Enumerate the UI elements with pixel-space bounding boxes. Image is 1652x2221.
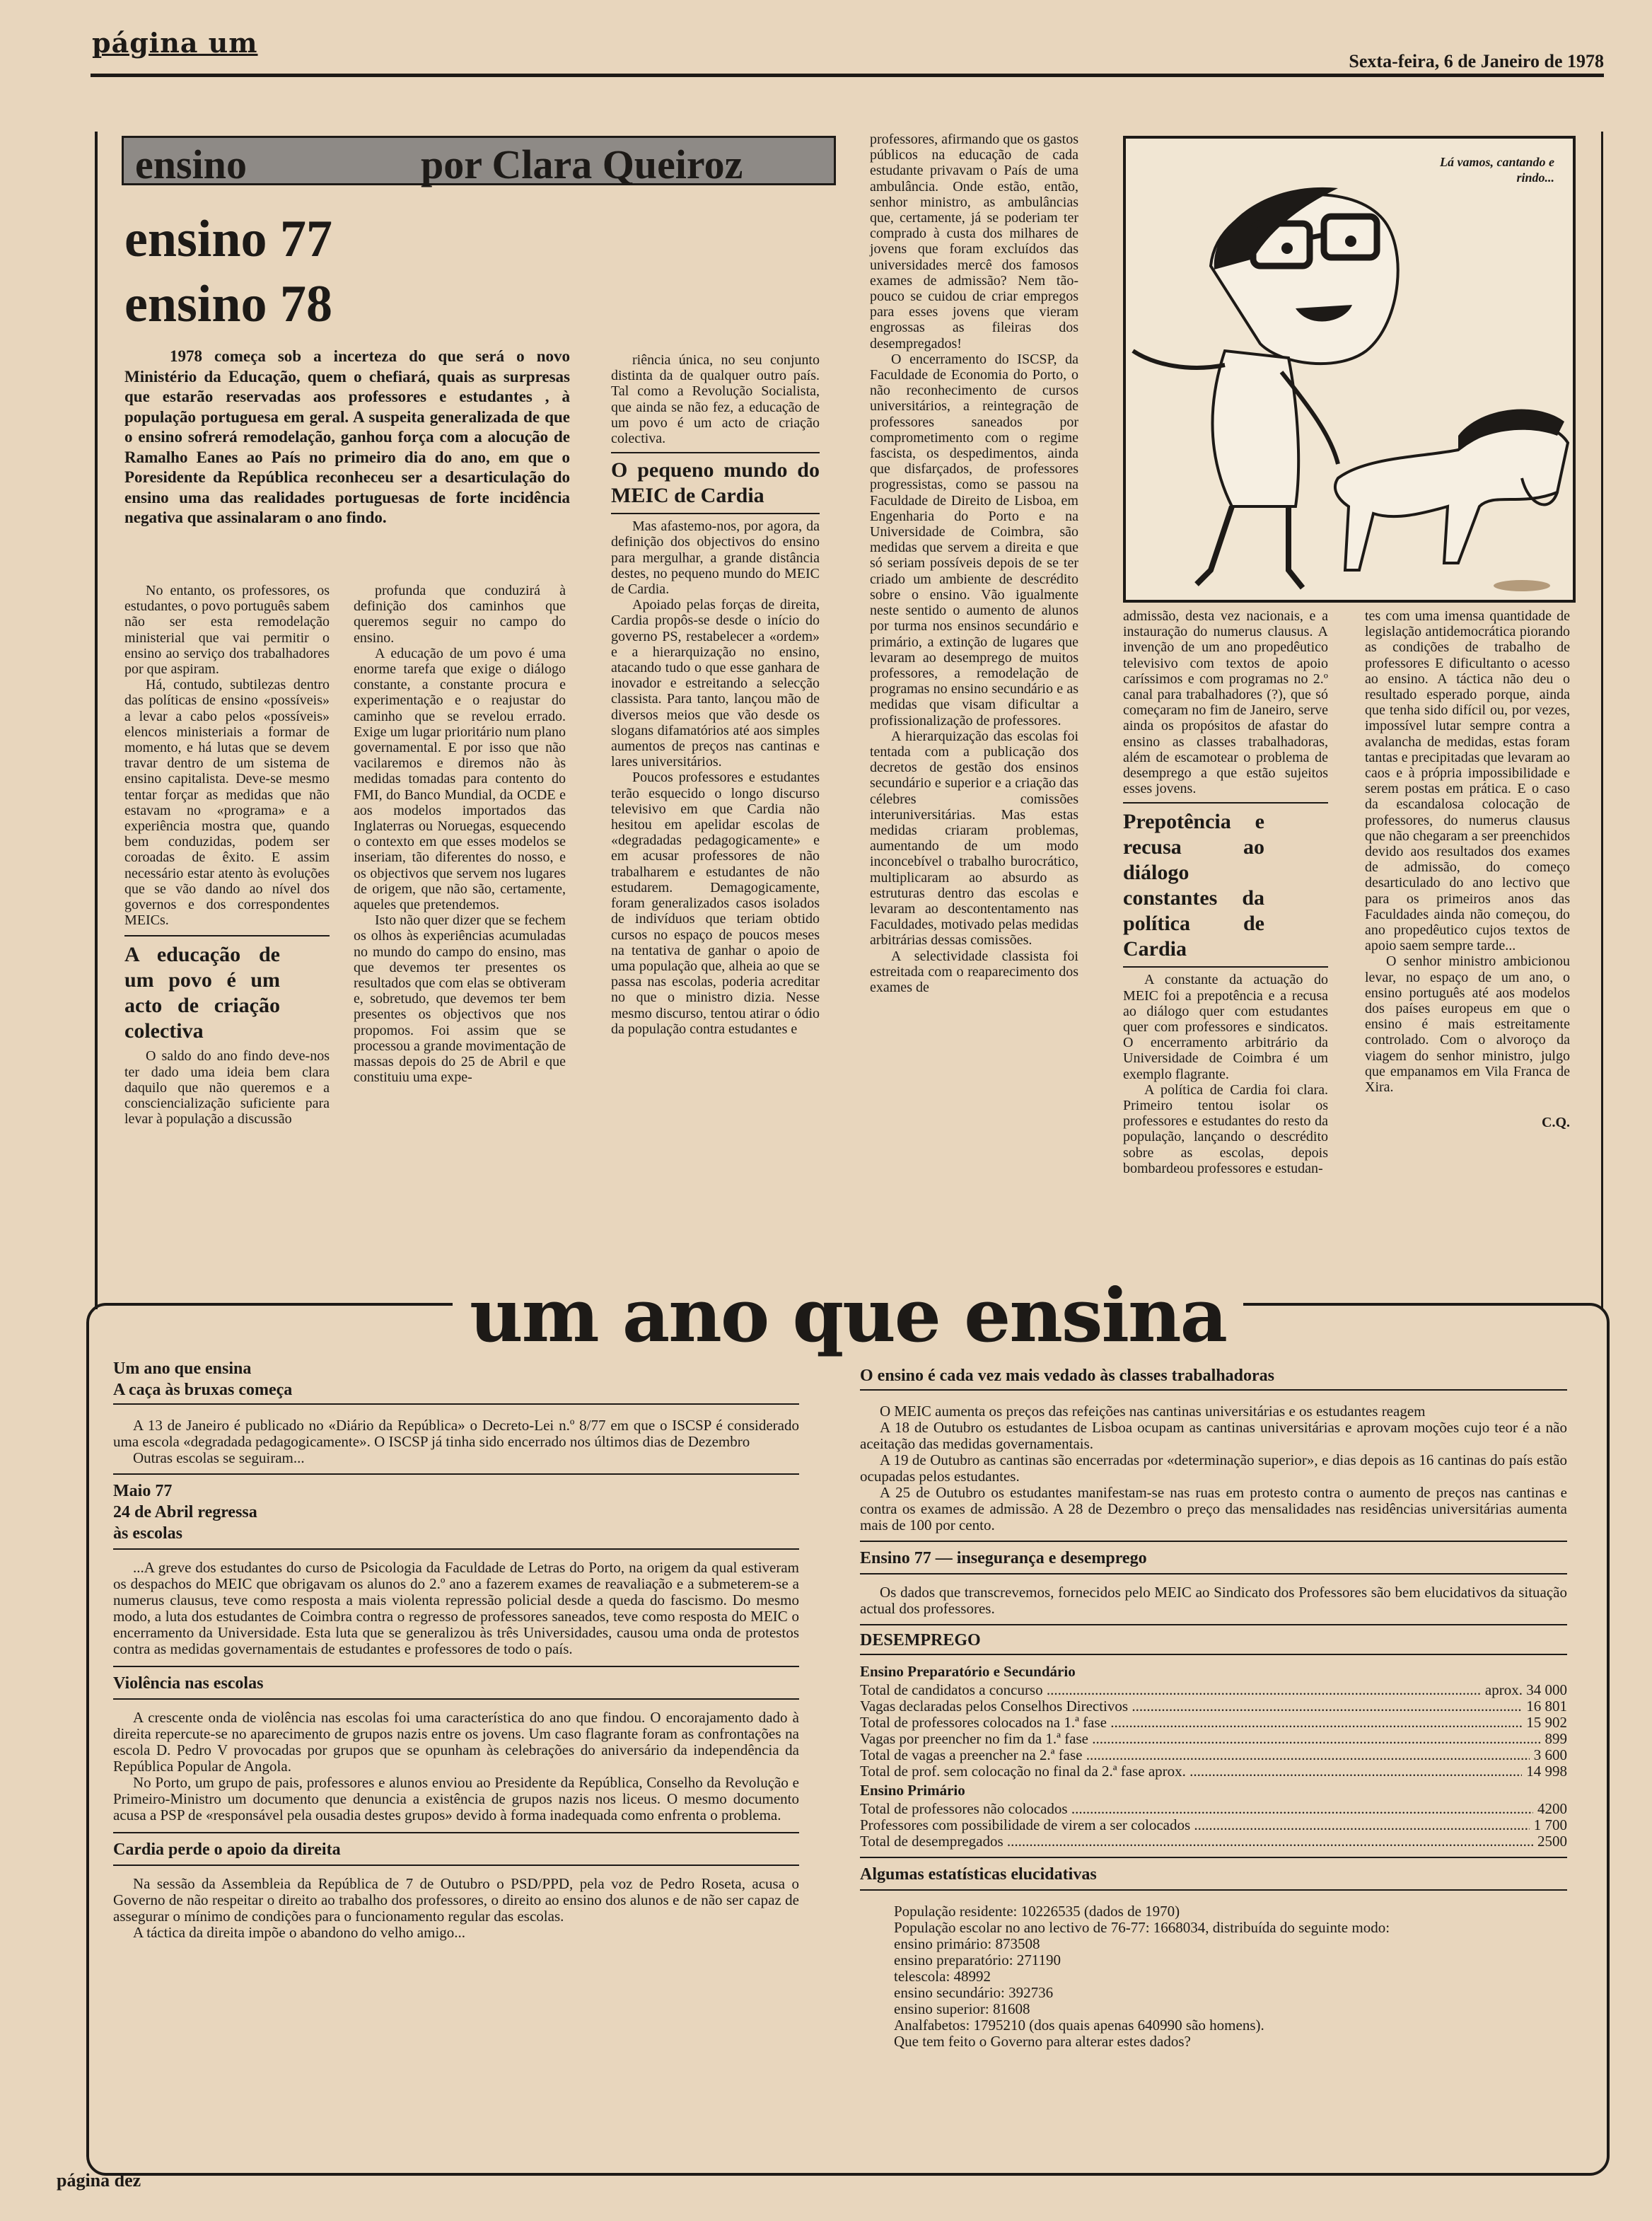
divider [611,452,820,453]
paragraph: A hierarquização das escolas foi tentada com a publicação dos decretos de gestão dos ensinos secundário e superior e a criação das célebres comissões interuniversitárias. Mas estas medidas criaram problemas, aumentando de um modo inconcebível o trabalho burocrático, multiplicaram ao absurdo as estruturas dentro das escolas e levaram ao descontentamento nas Faculdades, motivado pelas medidas arbitrárias dessas comissões. [870,728,1078,949]
paragraph: A crescente onda de violência nas escolas foi uma característica do ano que findou. O encorajamento dado à direita repercute-se no aparecimento de grupos nazis entre os jovens. Um caso flagrante foram as confrontações na escola D. Pedro V provocadas por grupos que se opunham às celebrações do aniversário da independência da República Popular de Angola. [113,1709,799,1775]
row-value: 3 600 [1533,1746,1567,1763]
section-heading: Ensino 77 — insegurança e desemprego [860,1549,1147,1567]
divider [860,1624,1567,1625]
headline [124,207,332,337]
masthead: página um [92,27,258,59]
paragraph: ...A greve dos estudantes do curso de Psicologia da Faculdade de Letras do Porto, na origem da qual estiveram os despachos do MEIC que obrigavam os alunos do 2.º ano a fazerem exames de reavaliação e a submeterem-se a numerus clausus, teve como resposta a mais violenta repressão policial desde a queda do fascismo. Do mesmo modo, a luta dos estudantes de Coimbra contra o regresso de professores saneados, teve como resposta do MEIC o encerramento da Universidade. Esta luta que se generalizou às três Universidades, causou uma onda de protestos contra as medidas governamentais de estudantes e professores de todo o país. [113,1559,799,1657]
paragraph: O MEIC aumenta os preços das refeições nas cantinas universitárias e os estudantes reagem [880,1403,1426,1420]
statistic-line: ensino primário: 873508 [894,1935,1040,1952]
statistic-line: ensino superior: 81608 [894,2000,1030,2017]
paragraph: Isto não quer dizer que se fechem os olhos às experiências acumuladas no mundo do campo do ensino, mas que devemos ter presentes os resultados que com elas se obtiveram e, sobretudo, que devemos ter bem presentes os objectivos que nos propomos. Foi assim que se processou a grande movimentação de massas depois do 25 de Abril e que constituiu uma expe- [354,912,566,1086]
text-block [113,1710,799,1823]
unemployment-table-secondary [860,1682,1567,1780]
paragraph: professores, afirmando que os gastos públicos na educação de cada estudante privavam o País de uma ambulância. Onde estão, então, senhor ministro, as ambulâncias que, certamente, já se poderiam ter comprado à custa dos milhares de jovens que foram excluídos das universidades mercê dos famosos exames de admissão? Nem tão-pouco se cuidou de criar empregos para esses jovens que vieram engrossas as fileiras dos desempregados! [870,132,1078,352]
article-column-6 [1365,608,1570,1131]
table-row [860,1833,1567,1850]
article-column-1 [124,583,330,1127]
row-value: aprox. 34 000 [1484,1681,1567,1698]
divider [113,1403,799,1405]
issue-date: Sexta-feira, 6 de Janeiro de 1978 [1349,51,1604,71]
divider [860,1857,1567,1858]
statistic-line: ensino secundário: 392736 [894,1984,1054,2001]
statistic-line: Que tem feito o Governo para alterar estes dados? [894,2033,1191,2050]
table-row [860,1763,1567,1780]
table-row [860,1801,1567,1817]
table-row [860,1698,1567,1715]
divider [860,1389,1567,1391]
subheading: Prepotência e recusa ao diálogo constantes da política de Cardia [1123,810,1264,961]
text-block [113,1417,799,1466]
paragraph: Outras escolas se seguiram... [133,1449,305,1466]
divider [611,513,820,514]
paragraph: admissão, desta vez nacionais, e a instauração do numerus clausus. A invenção de um ano propedêutico televisivo com textos de apoio caríssimos e com programas no 2.º canal para trabalhadores (?), que só começaram no fim de Janeiro, serve ainda os propósitos de afastar do ensino as classes trabalhadoras, além de escamotear o problema de desemprego a que estão sujeitos esses jovens. [1123,608,1328,797]
divider [860,1541,1567,1542]
frame-left-rule [95,132,98,1309]
row-value: 15 902 [1526,1714,1567,1731]
section-label: ensino [135,141,247,187]
article-column-5 [1123,608,1328,1176]
paragraph: O saldo do ano findo deve-nos ter dado uma ideia bem clara daquilo que não queremos e a consciencialização suficiente para levar à população a discussão [124,1048,330,1127]
row-label: Total de candidatos a concurso ..... [860,1682,1481,1698]
row-value: 16 801 [1526,1698,1567,1715]
paragraph: profunda que conduzirá à definição dos caminhos que queremos seguir no campo do ensino. [354,583,566,646]
row-value: 1 700 [1533,1816,1567,1833]
divider [860,1654,1567,1655]
row-label: Vagas declaradas pelos Conselhos Directivos ..... [860,1698,1522,1715]
paragraph: A 19 de Outubro as cantinas são encerradas por «determinação superior», e dias depois as 16 cantinas do país estão ocupadas pelos estudantes. [860,1451,1567,1485]
table-row [860,1731,1567,1747]
table-row [860,1715,1567,1731]
divider [113,1698,799,1700]
subheading: A educação de um povo é um acto de criação colectiva [124,943,280,1043]
table-row [860,1817,1567,1833]
section-heading: Algumas estatísticas elucidativas [860,1865,1097,1884]
row-value: 899 [1545,1730,1567,1747]
divider [860,1573,1567,1575]
timeline-right-column [860,1365,1567,2050]
paragraph: No entanto, os professores, os estudantes, o povo português sabem não ser esta remodelação ministerial que vai permitir o ensino ao serviço dos trabalhadores por que aspiram. [124,583,330,678]
timeline-box-title: um ano que ensina [453,1273,1243,1358]
paragraph: A educação de um povo é uma enorme tarefa que exige o diálogo constante, a constante procura e experimentação e o reajustar do caminho que se revelou errado. Exige um lugar prioritário num plano governamental. E por isso que não vacilaremos e diremos não às medidas tomadas para contento do FMI, do Banco Mundial, da OCDE e aos modelos importados das Inglaterras ou Noruegas, esquecendo o contexto em que esses modelos se inseriam, tão diferentes do nosso, e os objectivos que servem nos lugares de origem, que não são, certamente, aqueles que pretendemos. [354,645,566,913]
text-block [860,1403,1567,1533]
article-column-4 [870,132,1078,995]
section-heading: Violência nas escolas [113,1674,264,1693]
paragraph: riência única, no seu conjunto distinta da de qualquer outro país. Tal como a Revolução Socialista, que ainda se não fez, a educação de um povo é um acto de criação colectiva. [611,352,820,447]
row-value: 4200 [1537,1800,1567,1817]
table-row [860,1682,1567,1698]
section-heading: A caça às bruxas começa [113,1381,293,1399]
divider [124,935,330,936]
paragraph: Os dados que transcrevemos, fornecidos pelo MEIC ao Sindicato dos Professores são bem elucidativos da situação actual dos professores. [860,1584,1567,1617]
paragraph: A 25 de Outubro os estudantes manifestam-se nas ruas em protesto contra o aumento de preços nas cantinas e contra os exames de admissão. A 28 de Dezembro o preço das mensalidades nas residências universitárias aumenta mais de 100 por cento. [860,1484,1567,1533]
row-label: Total de prof. sem colocação no final da 2.ª fase aprox. ..... [860,1763,1522,1780]
row-label: Total de professores colocados na 1.ª fase ..... [860,1715,1522,1731]
subheading: O pequeno mundo do MEIC de Cardia [611,458,820,508]
divider [1123,802,1328,804]
statistic-line: Analfabetos: 1795210 (dos quais apenas 640990 são homens). [894,2017,1264,2034]
frame-right-rule [1601,132,1603,1309]
page-footer: página dez [57,2170,141,2191]
headline-line-1: ensino 77 [124,210,333,268]
section-heading: Maio 77 24 de Abril regressa às escolas [113,1482,257,1543]
section-bar [122,136,836,185]
cartoon-drawing [1126,139,1573,600]
table-row [860,1747,1567,1763]
divider [113,1473,799,1475]
cartoon [1123,136,1576,603]
paragraph: A táctica da direita impõe o abandono do velho amigo... [133,1924,466,1941]
timeline-left-column [113,1358,799,1941]
section-heading: O ensino é cada vez mais vedado às classes trabalhadoras [860,1367,1275,1385]
paragraph: A constante da actuação do MEIC foi a prepotência e a recusa ao diálogo quer com estudantes quer com professores e sindicatos. O encerramento arbitrário da Universidade de Coimbra é um exemplo flagrante. [1123,972,1328,1082]
section-heading: DESEMPREGO [860,1631,981,1649]
lead-paragraph: 1978 começa sob a incerteza do que será o novo Ministério da Educação, quem o chefiará, quais as surpresas que estarão reservadas aos professores e estudantes , à população portuguesa em geral. A suspeita generalizada de que o ensino sofrerá remodelação, ganhou força com a alocução de Ramalho Eanes ao País no primeiro dia do ano, em que o Poresidente da República reconheceu ser a desarticulação do ensino uma das realidades portuguesas de forte incidência negativa que assinalaram o ano findo. [124,347,570,526]
text-block [113,1876,799,1941]
row-label: Total de professores não colocados ..... [860,1801,1533,1817]
divider [1123,966,1328,968]
article-column-3 [611,352,820,1037]
text-block [113,1560,799,1657]
cartoon-caption: Lá vamos, cantando e rindo... [1440,155,1554,185]
section-heading: Cardia perde o apoio da direita [113,1840,341,1859]
paragraph: A 13 de Janeiro é publicado no «Diário da República» o Decreto-Lei n.º 8/77 em que o ISCSP é considerado uma escola «degradada pedagogicamente». O ISCSP já tinha sido encerrado nos últimos dias de Dezembro [113,1417,799,1450]
paragraph: A 18 de Outubro os estudantes de Lisboa ocupam as cantinas universitárias e aprovam moções cujo teor é a não aceitação das medidas governamentais. [860,1419,1567,1452]
headline-line-2: ensino 78 [124,275,333,333]
paragraph: Na sessão da Assembleia da República de 7 de Outubro o PSD/PPD, pela voz de Pedro Roseta, acusa o Governo de não respeitar o direito ao trabalho dos professores, o direito ao ensino dos alunos e de não ser capaz de assegurar o mínimo de condições para o funcionamento regular das escolas. [113,1875,799,1925]
paragraph: No Porto, um grupo de pais, professores e alunos enviou ao Presidente da República, Conselho da Revolução e Primeiro-Ministro um documento que denuncia a existência de grupos nazis nos liceus. O mesmo documento acusa a PSP de «responsável pela ousadia destes grupos» devido à forma inadequada como enfrenta o problema. [113,1774,799,1823]
paragraph: Apoiado pelas forças de direita, Cardia propôs-se desde o início do governo PS, restabelecer a «ordem» e a hierarquização no ensino, atacando tudo o que esse ganhara de inovador e estreitando a selecção classista. Para tanto, lançou mão de diversos meios que vão desde os slogans difamatórios até aos simples aumentos de preços nas cantinas e lares universitários. [611,597,820,770]
divider [113,1865,799,1866]
row-label: Vagas por preencher no fim da 1.ª fase ..... [860,1731,1541,1747]
header-rule [91,74,1604,77]
byline: por Clara Queiroz [421,141,743,187]
divider [113,1548,799,1550]
text-block [860,1584,1567,1617]
divider [113,1832,799,1833]
paragraph: Mas afastemo-nos, por agora, da definição dos objectivos do ensino para mergulhar, a grande distância destes, no pequeno mundo do MEIC de Cardia. [611,518,820,598]
statistic-line: População residente: 10226535 (dados de 1970) [894,1903,1180,1920]
paragraph: Poucos professores e estudantes terão esquecido o longo discurso televisivo em que Cardia não hesitou em apelidar escolas de «degradadas pedagogicamente» e em acusar professores de não trabalharem e estudantes de não estudarem. Demagogicamente, foram generalizados casos isolados de indivíduos que teriam obtido cursos no espaço de poucos meses na tentativa de ganhar o apoio de uma população que, alheia ao que se passa nas escolas, poderia acreditar no que o ministro dizia. Nesse mesmo discurso, tentou atirar o ódio da população contra estudantes e [611,770,820,1037]
statistic-line: ensino preparatório: 271190 [894,1952,1061,1968]
unemployment-table-primary [860,1801,1567,1850]
paragraph: A política de Cardia foi clara. Primeiro tentou isolar os professores e estudantes do resto da população, lançando o descrédito sobre as escolas, depois bombardeou professores e estudan- [1123,1081,1328,1176]
author-initials: C.Q. [1542,1115,1570,1131]
article-column-2 [354,583,566,1086]
paragraph: tes com uma imensa quantidade de legislação antidemocrática piorando as condições de trabalho de professores E dificultanto o acesso ao ensino. A táctica não deu o resultado esperado porque, ainda que tenha sido difícil ou, por vezes, impossível lutar sempre contra a avalancha de medidas, estas foram tantas e precipitadas que levaram ao caos e à própria impossibilidade e serem postas em prática. E o caso da escandalosa colocação de professores, do numerus clausus que não chegaram a ser preenchidos devido aos resultados dos exames de admissão, do começo desarticulado do ano lectivo que para os primeiros anos das Faculdades ainda não começou, do ano propedêutico cujos textos de apoio saem sempre tarde... [1365,608,1570,954]
paragraph: O senhor ministro ambicionou levar, no espaço de um ano, o ensino português até aos modelos dos países europeus em que o ensino é mais estreitamente controlado. Com o alvoroço da viagem do senhor ministro, julgo que empanamos em Vila Franca de Xira. [1365,953,1570,1096]
row-value: 14 998 [1526,1763,1567,1780]
statistics-list [860,1903,1567,2050]
paragraph: O encerramento do ISCSP, da Faculdade de Economia do Porto, o não reconhecimento de cursos universitários, a reintegração de professores saneados por comprometimento com o regime fascista, os despedimentos, ainda que disfarçados, de professores progressistas, como se passou na Faculdade de Direito de Lisboa, em Engenharia do Porto e na Universidade de Coimbra, são medidas que servem a direita e que só seriam possíveis depois de se ter criado um ambiente de descrédito sobre o ensino. Vão igualmente neste sentido o aumento de alunos por turma nos ensinos secundário e primário, a extinção de lugares que levaram ao desemprego de muitos professores, a remodelação de programas no ensino secundário e as medidas que visam dificultar a profissionalização de professores. [870,351,1078,729]
divider [860,1889,1567,1891]
statistic-line: telescola: 48992 [894,1968,991,1985]
divider [113,1666,799,1667]
table-subheading: Ensino Primário [860,1782,965,1799]
row-label: Professores com possibilidade de virem a ser colocados ..... [860,1817,1530,1833]
row-label: Total de vagas a preencher na 2.ª fase ..... [860,1747,1530,1763]
row-label: Total de desempregados ..... [860,1833,1533,1850]
paragraph: A selectividade classista foi estreitada com o reaparecimento dos exames de [870,948,1078,995]
table-subheading: Ensino Preparatório e Secundário [860,1663,1076,1680]
statistic-line: População escolar no ano lectivo de 76-77: 1668034, distribuída do seguinte modo: [894,1919,1390,1936]
paragraph: Há, contudo, subtilezas dentro das políticas de ensino «possíveis» a levar a cabo pelos «possíveis» elencos ministeriais a formar de momento, e há lutas que se devem travar dentro de um sistema de ensino capitalista. Deve-se mesmo tentar forçar as medidas que não estavam no «programa» e a experiência mostra que, quando bem conduzidas, podem ser coroadas de êxito. E assim necessário estar atento às evoluções que se vão dando ao nível dos governos e dos correspondentes MEICs. [124,677,330,929]
section-heading: Um ano que ensina [113,1359,252,1378]
row-value: 2500 [1537,1833,1567,1850]
